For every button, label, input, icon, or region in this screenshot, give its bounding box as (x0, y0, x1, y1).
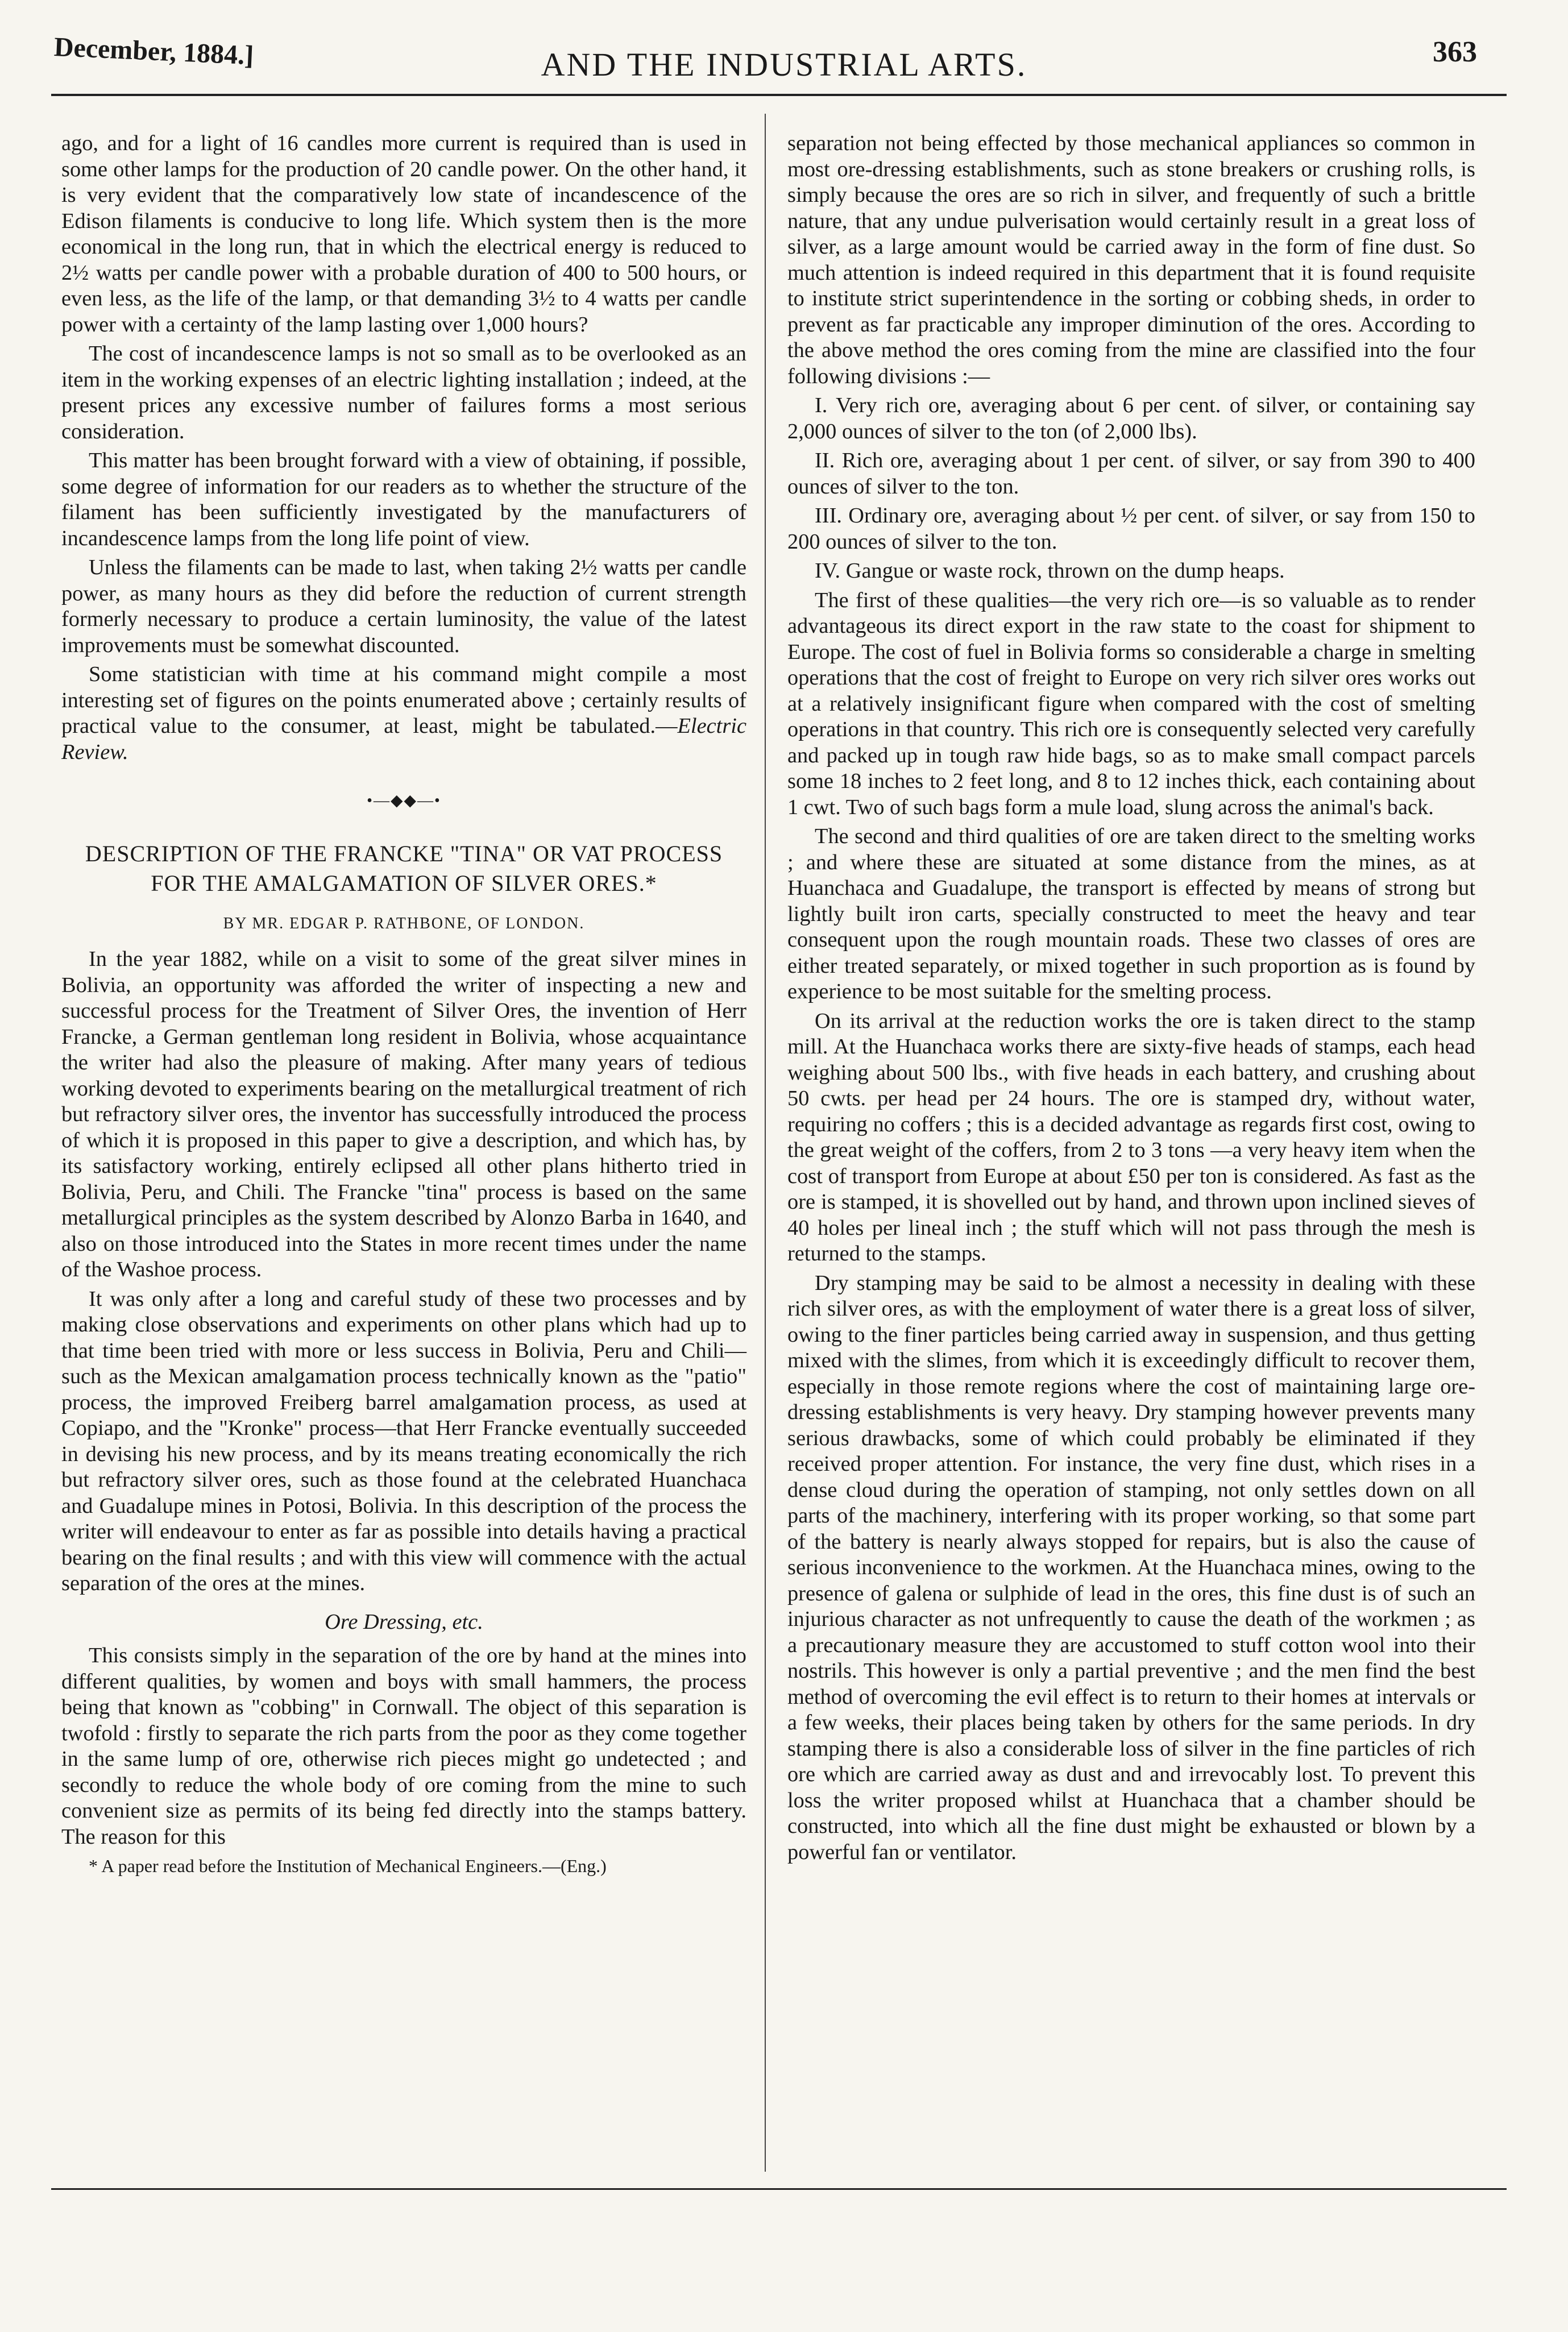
paragraph: In the year 1882, while on a visit to some of the great silver mines in Bolivia, an opportunity was afforded the writer of inspecting a new and successful process for the Treatment of Silver Ores, the invention of Herr Francke, a German gentleman long resident in Bolivia, whose acquaintance the writer had also the pleasure of making. After many years of tedious working devoted to experiments bearing on the metallurgical treatment of rich but refractory silver ores, the inventor has successfully introduced the process of which it is proposed in this paper to give a description, and which has, by its satisfactory working, entirely eclipsed all other plans hitherto tried in Bolivia, Peru, and Chili. The Francke "tina" process is based on the same metallurgical principles as the system described by Alonzo Barba in 1640, and also on those introduced into the States in more recent times under the name of the Washoe process. (61, 947, 746, 1281)
section-heading: Ore Dressing, etc. (325, 1609, 483, 1634)
section-ornament: •—◆◆—• (367, 792, 441, 810)
paragraph: This matter has been brought forward with a view of obtaining, if possible, some degree of information for our readers as to whether the structure of the filament has been sufficiently investigated by the manufacturers of incandescence lamps from the long life point of view. (61, 449, 746, 550)
article-title: DESCRIPTION OF THE FRANCKE "TINA" OR VAT PROCESS FOR THE AMALGAMATION OF SILVER ORES.* (85, 840, 723, 896)
ore-class-item: III. Ordinary ore, averaging about ½ per cent. of silver, or say from 150 to 200 ounces of silver to the ton. (787, 504, 1475, 554)
ore-class-item: II. Rich ore, averaging about 1 per cent. of silver, or say from 390 to 400 ounces of silver to the ton. (787, 449, 1475, 499)
ore-class-item: I. Very rich ore, averaging about 6 per cent. of silver, or containing say 2,000 ounces of silver to the ton (of 2,000 lbs). (787, 393, 1475, 443)
paragraph: On its arrival at the reduction works the ore is taken direct to the stamp mill. At the Huanchaca works there are sixty-five heads of stamps, each head weighing about 500 lbs., with five heads in each battery, and crushing about 50 cwts. per head per 24 hours. The ore is stamped dry, without water, requiring no coffers ; this is a decided advantage as regards first cost, owing to the great weight of the coffers, from 2 to 3 tons —a very heavy item when the cost of transport from Europe at about £50 per ton is considered. As fast as the ore is stamped, it is shovelled out by hand, and thrown upon inclined sieves of 40 holes per lineal inch ; the stuff which will not pass through the mesh is returned to the stamps. (787, 1009, 1475, 1265)
column-divider (765, 114, 766, 2172)
paragraph: Dry stamping may be said to be almost a necessity in dealing with these rich silver ores, as with the employment of water there is a great loss of silver, owing to the finer particles being carried away in suspension, and thus getting mixed with the slimes, from which it is exceedingly difficult to recover them, especially in those remote regions where the cost of maintaining large ore-dressing establishments is very heavy. Dry stamping however prevents many serious drawbacks, some of which could probably be eliminated if they received proper attention. For instance, the very fine dust, which rises in a dense cloud during the operation of stamping, not only settles down on all parts of the machinery, interfering with its proper working, so that some part of the battery is nearly always stopped for repairs, but is also the cause of serious inconvenience to the workmen. At the Huanchaca mines, owing to the presence of galena or sulphide of lead in the ores, this fine dust is of such an injurious character as not unfrequently to cause the death of the workmen ; as a precautionary measure they are accustomed to stuff cotton wool into their nostrils. This however is only a partial preventive ; and the men find the best method of overcoming the evil effect is to return to their homes at intervals or a few weeks, their places being taken by others for the same periods. In dry stamping there is also a considerable loss of silver in the fine particles of rich ore which are carried away as dust and and irrevocably lost. To prevent this loss the writer proposed whilst at Huanchaca that a chamber should be constructed, into which all the fine dust might be exhausted or blown by a powerful fan or ventilator. (787, 1271, 1475, 1864)
paragraph: Unless the filaments can be made to last, when taking 2½ watts per candle power, as many hours as they did before the reduction of current strength formerly necessary to produce a certain luminosity, the value of the latest improvements must be somewhat discounted. (61, 555, 746, 657)
issue-date: December, 1884.] (53, 32, 255, 71)
paragraph: This consists simply in the separation of the ore by hand at the mines into different qualities, by women and boys with small hammers, the process being that known as "cobbing" in Cornwall. The object of this separation is twofold : firstly to separate the rich parts from the poor as they come together in the same lump of ore, otherwise rich pieces might go undetected ; and secondly to reduce the whole body of ore coming from the mine to such convenient size as permits of its being fed directly into the stamps battery. The reason for this (61, 1644, 746, 1849)
footnote: * A paper read before the Institution of Mechanical Engineers.—(Eng.) (89, 1856, 607, 1876)
paragraph: It was only after a long and careful study of these two processes and by making close observations and experiments on other plans which had up to that time been tried with more or less success in Bolivia, Peru and Chili—such as the Mexican amalgamation process technically known as the "patio" process, the improved Freiberg barrel amalgamation process, as used at Copiapo, and the "Kronke" process—that Herr Francke eventually succeeded in devising his new process, and by its means treating economically the rich but refractory silver ores, such as those found at the celebrated Huanchaca and Guadalupe mines in Potosi, Bolivia. In this description of the process the writer will endeavour to enter as far as possible into details having a practical bearing on the final results ; and with this view will commence with the actual separation of the ores at the mines. (61, 1287, 746, 1595)
page-number: 363 (1433, 36, 1477, 68)
author-byline: BY MR. EDGAR P. RATHBONE, OF LONDON. (223, 914, 585, 932)
paragraph: separation not being effected by those mechanical appliances so common in most ore-dressing establishments, such as stone breakers or crushing rolls, is simply because the ores are so rich in silver, and frequently of such a brittle nature, that any undue pulverisation would certainly result in a great loss of silver, as a large amount would be carried away in the form of fine dust. So much attention is indeed required in this department that it is found requisite to institute strict superintendence in the sorting or cobbing sheds, in order to prevent as far practicable any improper diminution of the ores. According to the above method the ores coming from the mine are classified into the four following divisions :— (787, 131, 1475, 388)
paragraph: ago, and for a light of 16 candles more current is required than is used in some other lamps for the production of 20 candle power. On the other hand, it is very evident that the comparatively low state of incandescence of the Edison filaments is conducive to long life. Which system then is the more economical in the long run, that in which the electrical energy is reduced to 2½ watts per candle power with a probable duration of 400 to 500 hours, or even less, as the life of the lamp, or that demanding 3½ to 4 watts per candle power with a certainty of the lamp lasting over 1,000 hours? (61, 131, 746, 337)
paragraph: The cost of incandescence lamps is not so small as to be overlooked as an item in the working expenses of an electric lighting installation ; indeed, at the present prices any excessive number of failures forms a most serious consideration. (61, 342, 746, 443)
paragraph: The first of these qualities—the very rich ore—is so valuable as to render advantageous its direct export in the raw state to the coast for shipment to Europe. The cost of fuel in Bolivia forms so considerable a charge in smelting operations that the cost of freight to Europe on very rich silver ores works out at a relatively insignificant figure when compared with the cost of smelting operations in that country. This rich ore is consequently selected very carefully and packed up in tough raw hide bags, so as to make small compact parcels some 18 inches to 2 feet long, and 8 to 12 inches thick, each containing about 1 cwt. Two of such bags form a mule load, slung across the animal's back. (787, 588, 1475, 819)
paragraph-text: Some statistician with time at his command might compile a most interesting set of figures on the points enumerated above ; certainly results of practical value to the consumer, at least, might be tabulated.— (61, 662, 746, 738)
right-column (787, 131, 1475, 1869)
source-citation: Electric Review. (61, 714, 746, 764)
page-header (0, 0, 1568, 102)
paragraph: The second and third qualities of ore are taken direct to the smelting works ; and where these are situated at some distance from the mines, as at Huanchaca and Guadalupe, the transport is effected by means of strong but lightly built iron carts, specially constructed to meet the heavy and tear consequent upon the rough mountain roads. These two classes of ores are either treated separately, or mixed together in such proportion as is found by experience to be most suitable for the smelting process. (787, 824, 1475, 1003)
paragraph-with-source (61, 662, 746, 765)
left-column (61, 131, 746, 1883)
ore-class-item: IV. Gangue or waste rock, thrown on the dump heaps. (815, 559, 1285, 583)
running-title: AND THE INDUSTRIAL ARTS. (541, 46, 1027, 83)
